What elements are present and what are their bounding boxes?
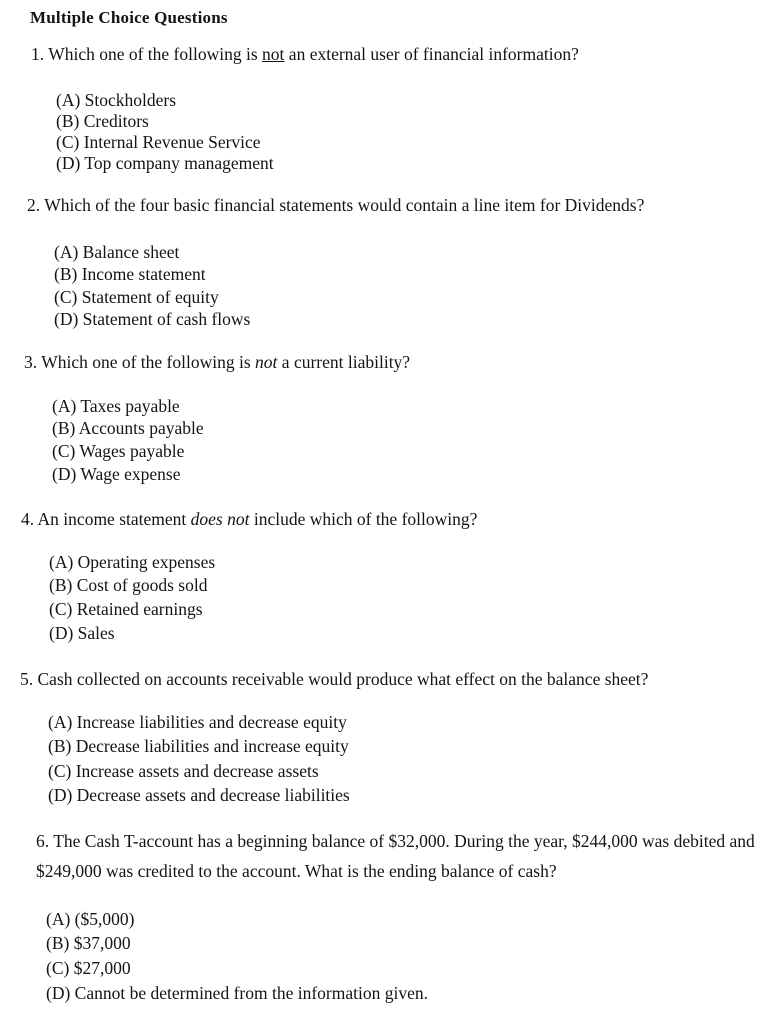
option-b: (B) Income statement (54, 264, 206, 284)
option-d: (D) Cannot be determined from the information given. (46, 983, 428, 1003)
option-d: (D) Top company management (56, 153, 274, 173)
option-b: (B) Creditors (56, 111, 149, 131)
question-number: 4. (21, 509, 35, 529)
question-text: Cash collected on accounts receivable would produce what effect on the balance sheet? (37, 669, 649, 689)
question-6 (18, 826, 758, 886)
question-emphasis: not (262, 44, 285, 64)
option-c: (C) $27,000 (46, 958, 131, 978)
option-c: (C) Wages payable (52, 441, 185, 461)
question-text: The Cash T-account has a beginning balance of $32,000. During the year, $244,000 was debited and $249,000 was credited to the account. What is the ending balance of cash? (36, 831, 755, 881)
option-b: (B) Accounts payable (52, 418, 204, 438)
page-title: Multiple Choice Questions (30, 8, 228, 27)
question-3 (24, 351, 410, 373)
question-text-start: Which one of the following is (41, 352, 256, 372)
question-emphasis: not (255, 352, 278, 372)
option-a: (A) ($5,000) (46, 909, 135, 929)
question-number: 6. (36, 831, 50, 851)
question-text-end: include which of the following? (249, 509, 478, 529)
question-text-end: a current liability? (277, 352, 411, 372)
option-d: (D) Wage expense (52, 464, 181, 484)
question-text-start: An income statement (37, 509, 191, 529)
option-c: (C) Increase assets and decrease assets (48, 761, 319, 781)
option-d: (D) Decrease assets and decrease liabilities (48, 785, 350, 805)
question-2 (27, 194, 644, 216)
question-text: Which of the four basic financial statements would contain a line item for Dividends? (44, 195, 645, 215)
option-a: (A) Balance sheet (54, 242, 180, 262)
option-c: (C) Statement of equity (54, 287, 219, 307)
question-number: 3. (24, 352, 38, 372)
option-b: (B) Cost of goods sold (49, 575, 208, 595)
option-c: (C) Retained earnings (49, 599, 203, 619)
question-number: 1. (31, 44, 45, 64)
question-emphasis: does not (190, 509, 250, 529)
option-a: (A) Taxes payable (52, 396, 180, 416)
question-number: 5. (20, 669, 34, 689)
question-number: 2. (27, 195, 41, 215)
option-b: (B) Decrease liabilities and increase equity (48, 736, 349, 756)
option-d: (D) Statement of cash flows (54, 309, 251, 329)
option-b: (B) $37,000 (46, 933, 131, 953)
question-text-end: an external user of financial information? (284, 44, 579, 64)
option-a: (A) Stockholders (56, 90, 177, 110)
question-5 (20, 668, 648, 690)
question-text-start: Which one of the following is (48, 44, 263, 64)
option-c: (C) Internal Revenue Service (56, 132, 261, 152)
question-4 (21, 508, 477, 530)
question-1 (31, 43, 579, 65)
option-a: (A) Operating expenses (49, 552, 216, 572)
option-a: (A) Increase liabilities and decrease equity (48, 712, 347, 732)
option-d: (D) Sales (49, 623, 115, 643)
